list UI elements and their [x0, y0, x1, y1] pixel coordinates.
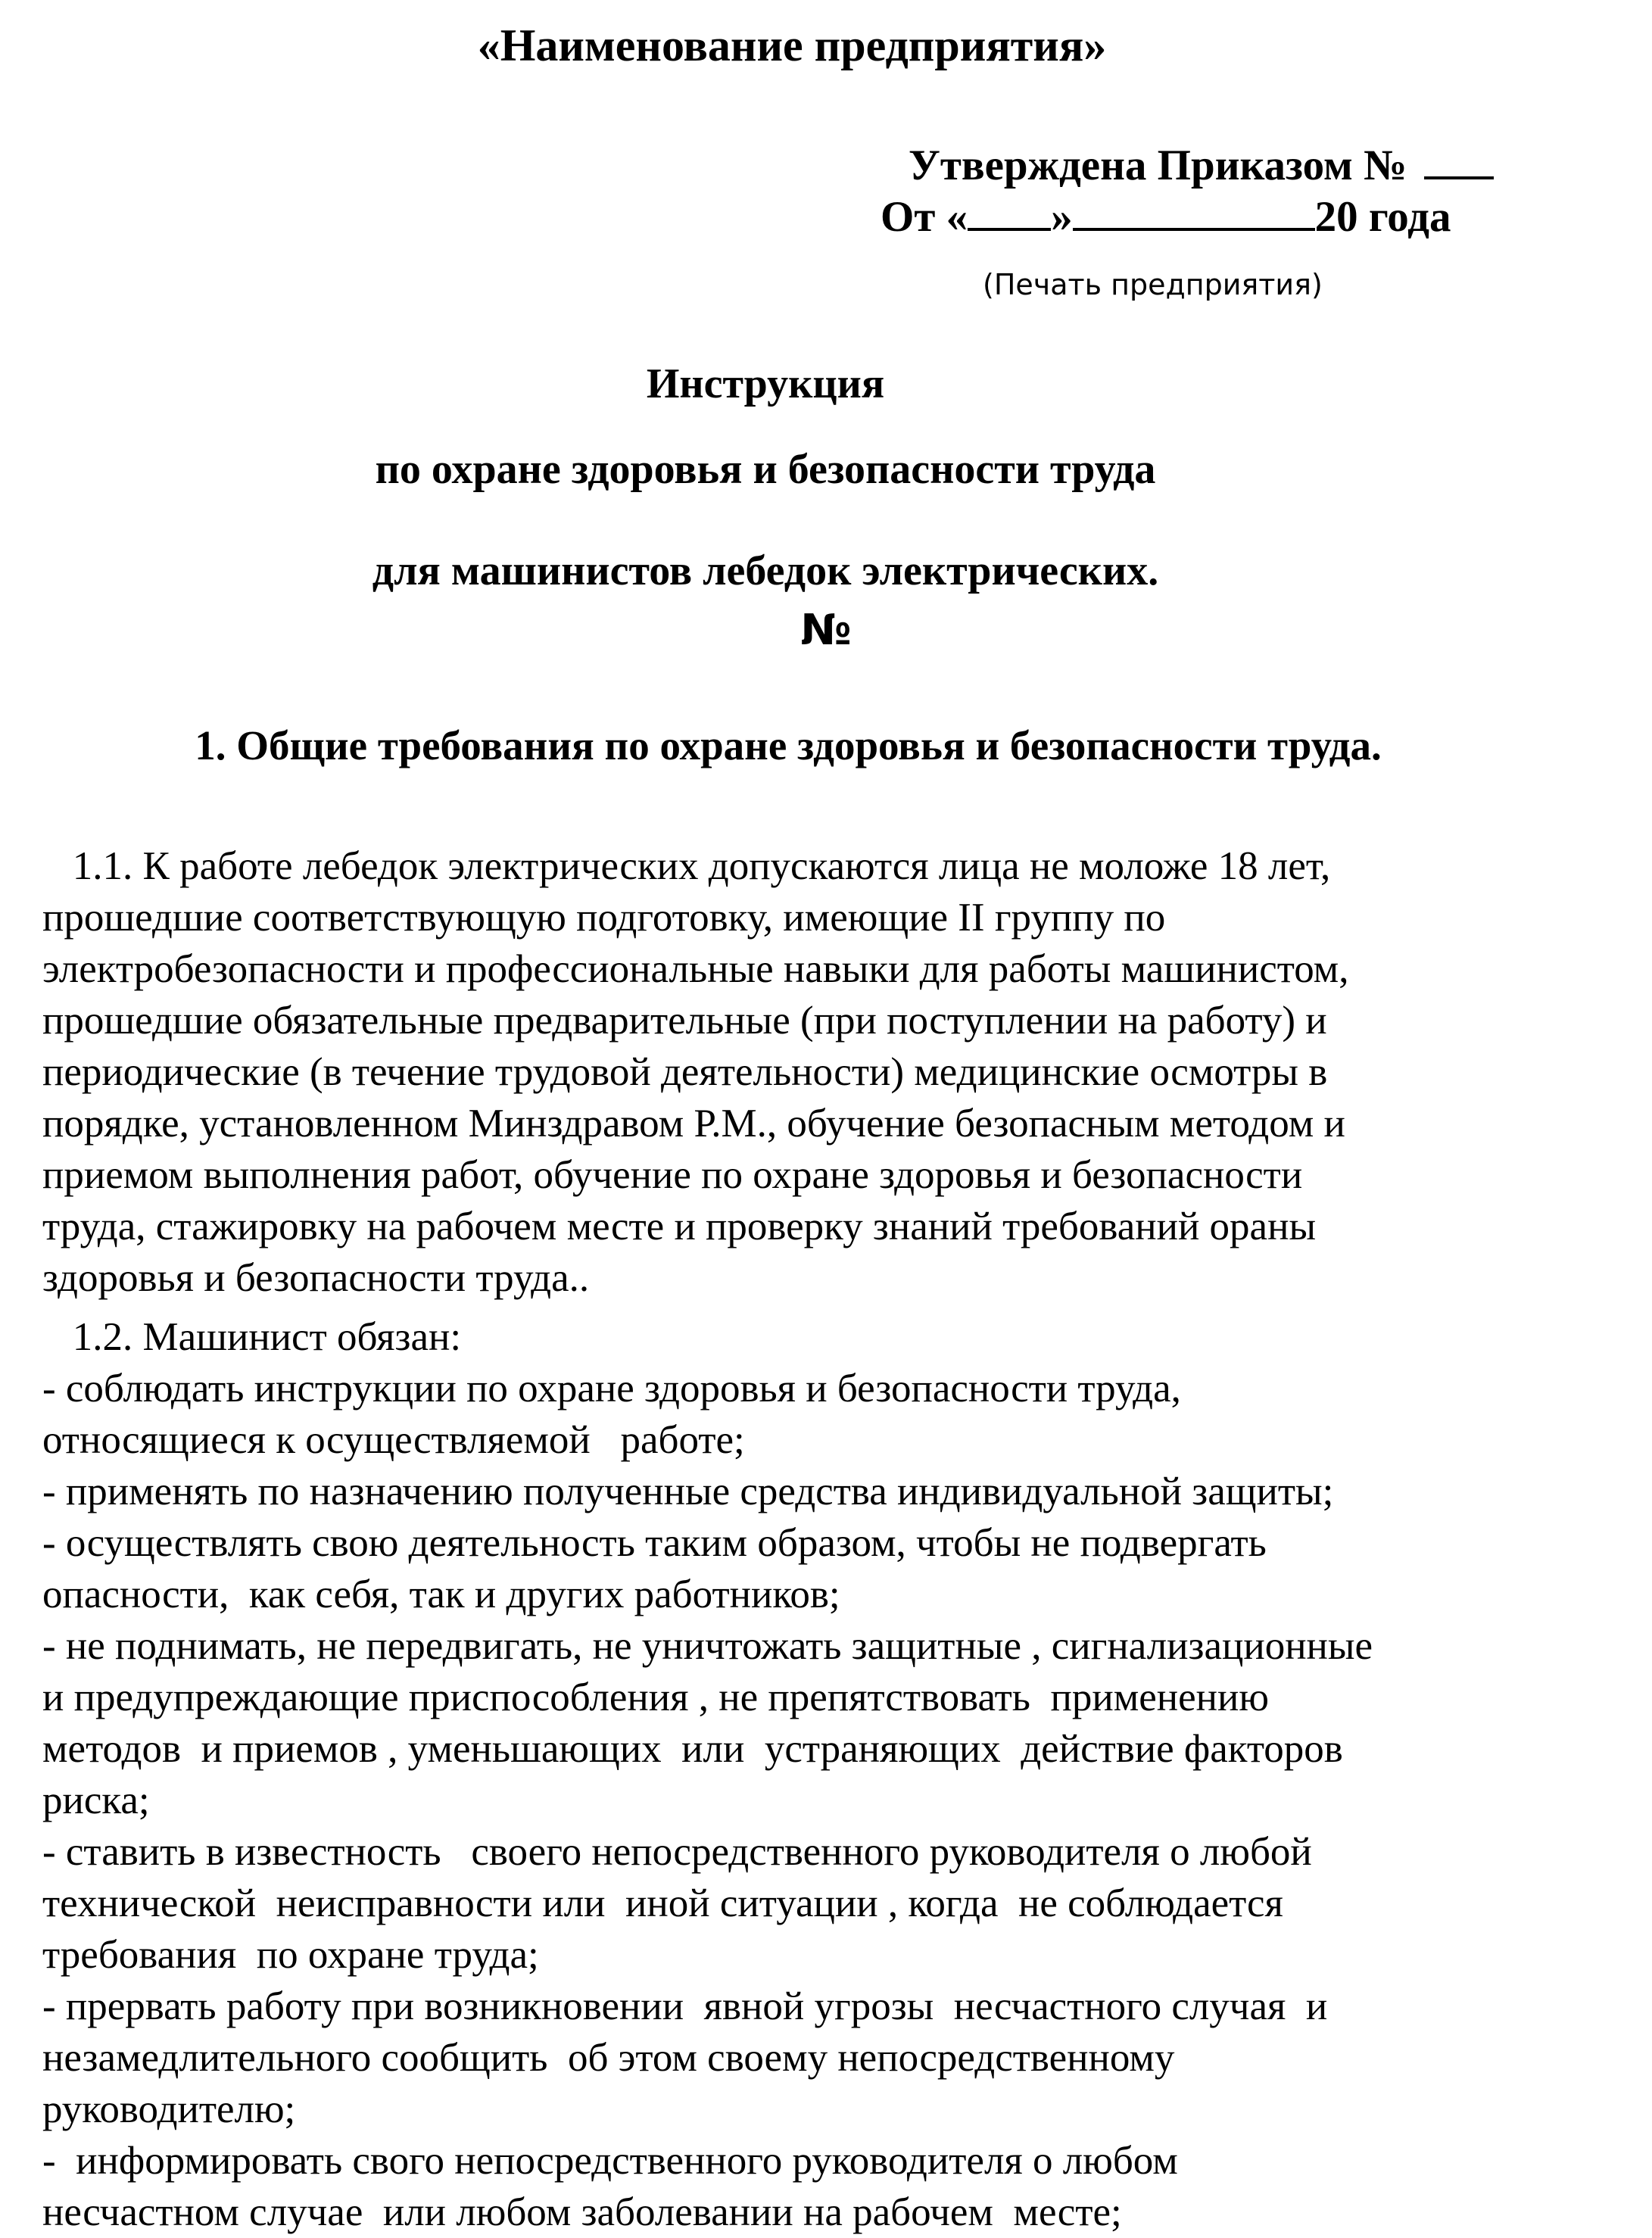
day-blank [968, 185, 1051, 231]
body-line: - не поднимать, не передвигать, не уничтожать защитные , сигнализационные [42, 1624, 1373, 1668]
body-line: несчастном случае или любом заболевании на рабочем месте; [42, 2190, 1122, 2234]
body-line: приемом выполнения работ, обучение по охране здоровья и безопасности [42, 1153, 1303, 1197]
body-line: риска; [42, 1778, 150, 1822]
document-subtitle: по охране здоровья и безопасности труда [375, 446, 1156, 493]
month-blank [1073, 185, 1315, 231]
body-line: - применять по назначению полученные средства индивидуальной защиты; [42, 1470, 1334, 1513]
date-prefix: От « [881, 193, 968, 241]
body-line: прошедшие соответствующую подготовку, имеющие II группу по [42, 896, 1166, 940]
approval-text: Утверждена Приказом № [909, 142, 1407, 189]
body-line: электробезопасности и профессиональные навыки для работы машинистом, [42, 947, 1349, 991]
order-number-blank [1424, 133, 1494, 179]
document-subtitle-2: для машинистов лебедок электрических. [372, 547, 1159, 594]
document-title: Инструкция [646, 360, 885, 407]
body-line: - соблюдать инструкции по охране здоровья и безопасности труда, [42, 1367, 1181, 1410]
body-line: 1.2. Машинист обязан: [42, 1315, 462, 1359]
body-line: труда, стажировку на рабочем месте и проверку знаний требований ораны [42, 1205, 1317, 1248]
document-number: № [800, 606, 852, 655]
date-middle: » [1051, 193, 1073, 241]
company-name: «Наименование предприятия» [477, 20, 1107, 70]
body-line: технической неисправности или иной ситуации , когда не соблюдается [42, 1881, 1283, 1925]
section-heading: 1. Общие требования по охране здоровья и безопасности труда. [195, 722, 1382, 768]
body-line: - ставить в известность своего непосредственного руководителя о любой [42, 1830, 1312, 1874]
body-line: и предупреждающие приспособления , не препятствовать применению [42, 1675, 1269, 1719]
approval-date-line [881, 185, 1451, 242]
body-line: относящиеся к осуществляемой работе; [42, 1418, 745, 1462]
body-line: здоровья и безопасности труда.. [42, 1256, 590, 1300]
body-line: - прервать работу при возникновении явной угрозы несчастного случая и [42, 1984, 1328, 2028]
section-body [42, 840, 1617, 2238]
body-line: методов и приемов , уменьшающих или устраняющих действие факторов [42, 1727, 1343, 1771]
stamp-placeholder: (Печать предприятия) [983, 268, 1323, 301]
body-line: опасности, как себя, так и других работников; [42, 1573, 840, 1616]
body-line: - информировать свого непосредственного руководителя о любом [42, 2139, 1178, 2183]
paragraph-gap [42, 1304, 1617, 1311]
body-line: порядке, установленном Минздравом Р.М., обучение безопасным методом и [42, 1102, 1345, 1145]
body-line: требования по охране труда; [42, 1933, 539, 1977]
approval-line [909, 133, 1494, 190]
body-line: - осуществлять свою деятельность таким образом, чтобы не подвергать [42, 1521, 1267, 1565]
body-line: прошедшие обязательные предварительные (при поступлении на работу) и [42, 999, 1327, 1043]
date-year: 20 года [1314, 193, 1451, 241]
body-line: руководителю; [42, 2087, 296, 2131]
body-line: 1.1. К работе лебедок электрических допускаются лица не моложе 18 лет, [42, 844, 1331, 888]
body-line: незамедлительного сообщить об этом своему непосредственному [42, 2036, 1175, 2080]
body-line: периодические (в течение трудовой деятельности) медицинские осмотры в [42, 1050, 1328, 1094]
